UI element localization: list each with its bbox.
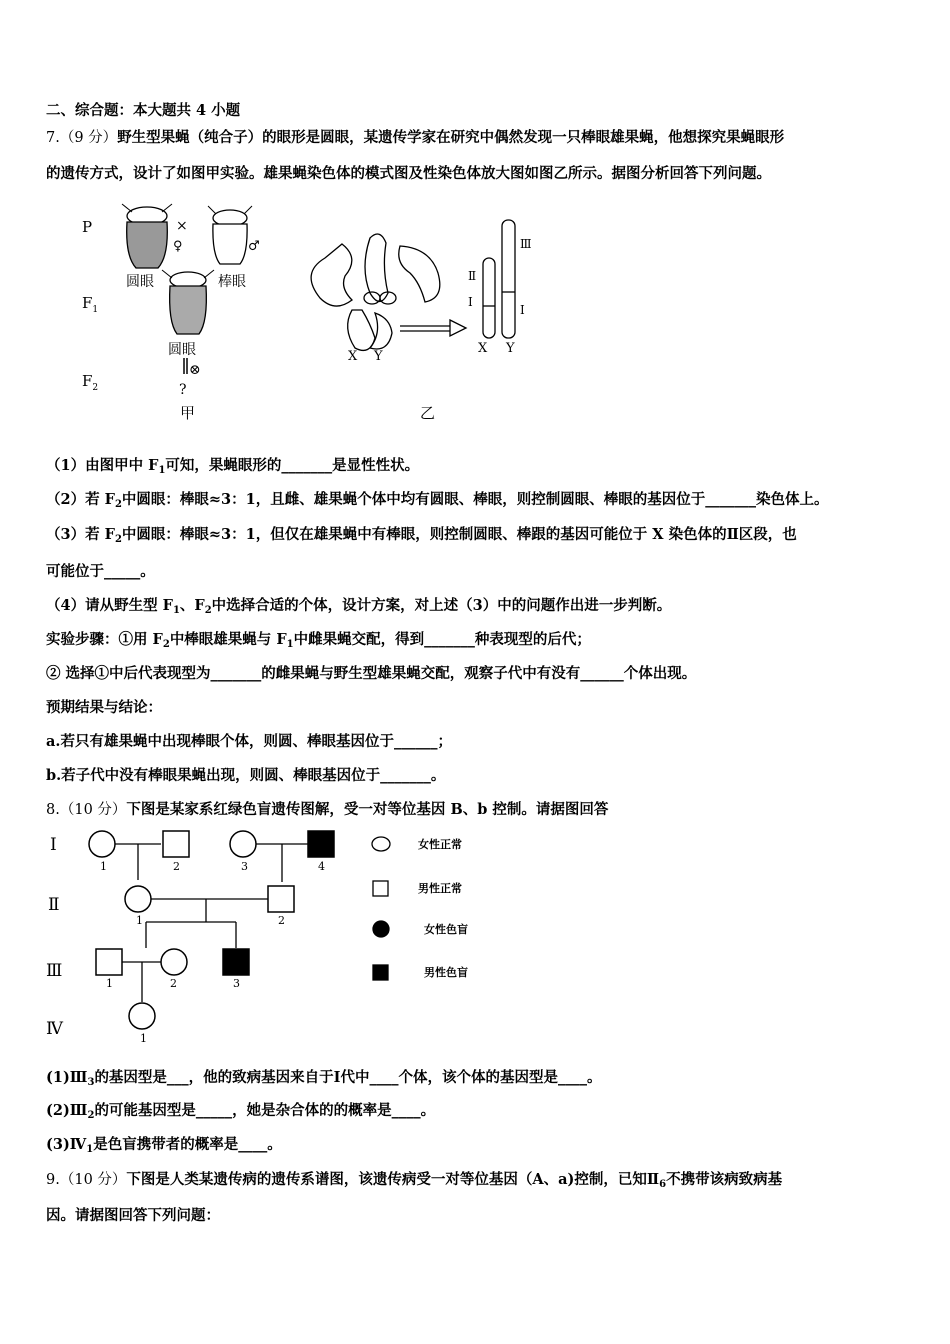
chromosome-diagram xyxy=(311,220,515,350)
female-symbol: ♀ xyxy=(173,239,183,254)
q8-stem: 8.（10 分）下图是某家系红绿色盲遗传图解，受一对等位基因 B、b 控制。请据图回答 xyxy=(46,801,609,818)
round-eye-label: 圆眼 xyxy=(126,274,154,290)
q7-sub3-cont: 可能位于_____。 xyxy=(46,563,155,580)
gen-iii-label: Ⅲ xyxy=(46,961,63,981)
q7-stem-line2: 的遗传方式，设计了如图甲实验。雄果蝇染色体的模式图及性染色体放大图如图乙所示。据图分析回答下列问题。 xyxy=(46,165,771,182)
num-iii3: 3 xyxy=(233,977,240,990)
q7-result-b: b.若子代中没有棒眼果蝇出现，则圆、棒眼基因位于_______。 xyxy=(46,767,446,784)
q9-stem-line1: 9.（10 分）下图是人类某遗传病的遗传系谱图，该遗传病受一对等位基因（A、a)控制，已知$Ⅱ_6$不携带该病致病基 xyxy=(46,1171,783,1190)
x-enlarged-label: X xyxy=(478,341,488,356)
male-symbol: ♂ xyxy=(248,239,260,254)
f2-question-mark: ? xyxy=(179,382,187,398)
num-iii2: 2 xyxy=(170,977,177,990)
num-i1: 1 xyxy=(100,860,107,873)
legend-male-normal: 男性正常 xyxy=(418,882,462,895)
female-normal-i3 xyxy=(230,831,256,857)
legend-female-colorblind: 女性色盲 xyxy=(424,923,468,936)
female-normal-iii2 xyxy=(161,949,187,975)
male-normal-iii1 xyxy=(96,949,122,975)
section-title: 二、综合题：本大题共 4 小题 xyxy=(46,102,241,119)
q7-sub1: （1）由图甲中 $F_1$可知，果蝇眼形的_______是显性性状。 xyxy=(46,457,420,476)
f1-round-eye-label: 圆眼 xyxy=(168,342,196,358)
male-colorblind-iii3 xyxy=(223,949,249,975)
female-fly-icon xyxy=(122,204,172,268)
q7-figure xyxy=(70,198,550,426)
segment-iii-label: Ⅲ xyxy=(520,237,532,251)
male-normal-i2 xyxy=(163,831,189,857)
male-normal-ii2 xyxy=(268,886,294,912)
gen-p-label: P xyxy=(82,218,93,236)
q7-step2: ② 选择①中后代表现型为_______的雌果蝇与野生型雄果蝇交配，观察子代中有没有______个体出现。 xyxy=(46,665,697,682)
figure-yi-label: 乙 xyxy=(420,404,436,422)
gen-f1-label: $F_1$ xyxy=(82,294,99,315)
q8-part3: $(3)Ⅳ_1$是色盲携带者的概率是____。 xyxy=(46,1136,282,1155)
q7-sub2: （2）若 $F_2$中圆眼：棒眼≈3：1，且雌、雄果蝇个体中均有圆眼、棒眼，则控制圆眼、棒眼的基因位于_______染色体上。 xyxy=(46,491,829,510)
num-iv1: 1 xyxy=(140,1032,147,1045)
female-normal-iv1 xyxy=(129,1003,155,1029)
legend-male-colorblind: 男性色盲 xyxy=(424,966,468,979)
q9-stem-line2: 因。请据图回答下列问题： xyxy=(46,1207,220,1224)
q7-sub4: （4）请从野生型 $F_1$、$F_2$中选择合适的个体，设计方案，对上述（3）中的问题作出进一步判断。 xyxy=(46,597,672,616)
segment-ii-label: Ⅱ xyxy=(468,269,477,283)
selfing-symbol: ⊗ xyxy=(189,362,201,378)
legend-female-normal: 女性正常 xyxy=(418,838,462,851)
legend-female-normal-icon xyxy=(372,837,390,851)
num-i3: 3 xyxy=(241,860,248,873)
num-ii1: 1 xyxy=(136,914,143,927)
q8-part1: $(1)Ⅲ_3$的基因型是___，他的致病基因来自于Ⅰ代中____个体，该个体的基因型是____。 xyxy=(46,1069,602,1088)
legend-male-colorblind-icon xyxy=(373,965,388,980)
q7-result-a: a.若只有雄果蝇中出现棒眼个体，则圆、棒眼基因位于______； xyxy=(46,733,452,750)
gen-iv-label: Ⅳ xyxy=(46,1019,63,1039)
q7-step1: 实验步骤：①用 $F_2$中棒眼雄果蝇与 $F_1$中雌果蝇交配，得到_______种表现型的后代； xyxy=(46,631,591,650)
gen-i-label: Ⅰ xyxy=(50,835,57,855)
female-normal-ii1 xyxy=(125,886,151,912)
male-colorblind-i4 xyxy=(308,831,334,857)
gen-f2-label: $F_2$ xyxy=(82,372,99,393)
cross-symbol: × xyxy=(176,218,188,234)
segment-i-label: Ⅰ xyxy=(468,295,473,309)
f1-fly-icon xyxy=(162,270,214,334)
q7-number: 7. xyxy=(46,130,60,146)
figure-jia-label: 甲 xyxy=(180,404,196,422)
legend-female-colorblind-icon xyxy=(373,921,389,937)
y-enlarged-label: Y xyxy=(506,341,515,356)
bar-eye-label: 棒眼 xyxy=(218,274,246,290)
q7-sub3: （3）若 $F_2$中圆眼：棒眼≈3：1，但仅在雄果蝇中有棒眼，则控制圆眼、棒跟的基因可能位于 X 染色体的Ⅱ区段，也 xyxy=(46,526,797,545)
q7-text-a: 野生型果蝇（纯合子）的眼形是圆眼，某遗传学家在研究中偶然发现一只棒眼雄果蝇，他想探究果蝇眼形 xyxy=(117,129,785,146)
q8-pedigree xyxy=(46,826,506,1046)
q7-stem-line1 xyxy=(46,128,784,148)
q8-part2: $(2)Ⅲ_2$的可能基因型是_____，她是杂合体的的概率是____。 xyxy=(46,1102,436,1121)
num-ii2: 2 xyxy=(278,914,285,927)
chromosome-x-label: X xyxy=(348,349,358,364)
female-normal-i1 xyxy=(89,831,115,857)
gen-ii-label: Ⅱ xyxy=(48,895,60,915)
num-i2: 2 xyxy=(173,860,180,873)
num-i4: 4 xyxy=(318,860,325,873)
male-fly-icon xyxy=(208,206,252,264)
num-iii1: 1 xyxy=(106,977,113,990)
legend-male-normal-icon xyxy=(373,881,388,896)
q7-score: （9 分） xyxy=(59,130,118,146)
q7-expect-heading: 预期结果与结论： xyxy=(46,699,162,716)
chromosome-y-label: Y xyxy=(374,349,383,364)
segment-i2-label: Ⅰ xyxy=(520,303,525,317)
